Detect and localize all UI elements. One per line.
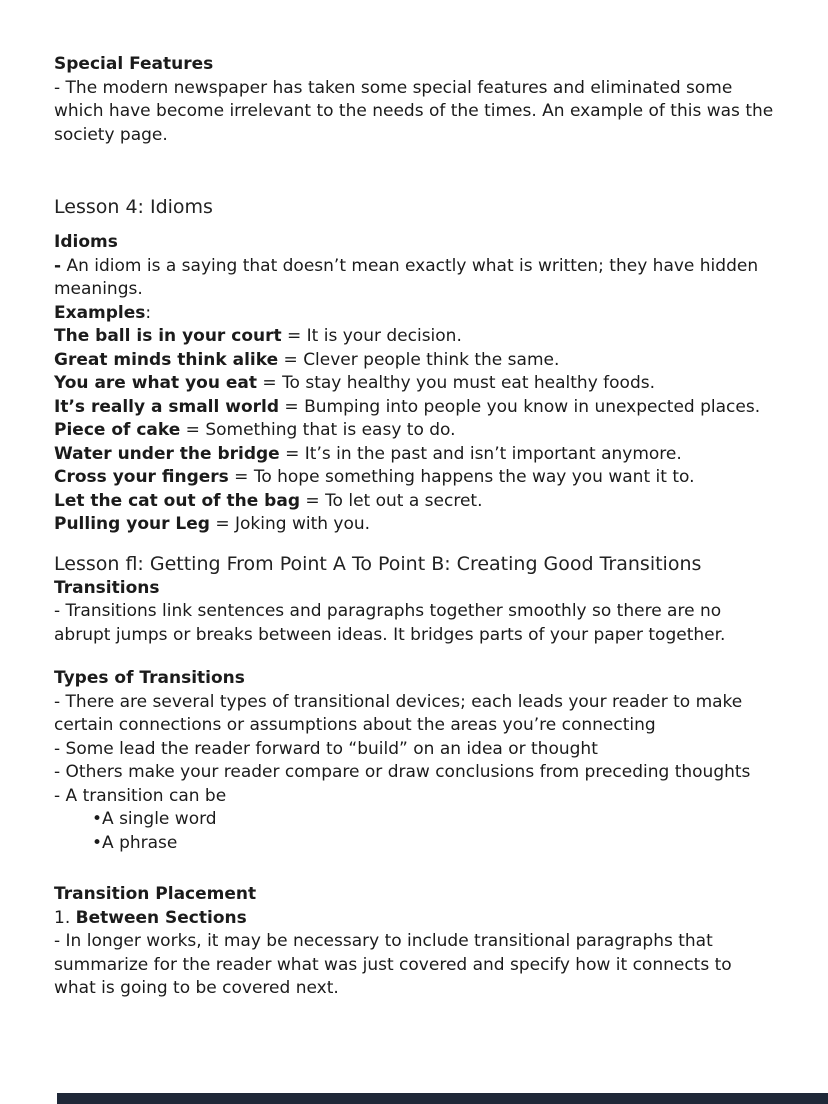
idioms-intro-dash: -: [54, 255, 62, 276]
idiom-meaning: Bumping into people you know in unexpected places.: [304, 396, 761, 417]
section-transitions: [54, 577, 778, 648]
section-types-of-transitions: [54, 667, 778, 855]
idiom-phrase: You are what you eat: [54, 373, 257, 393]
idiom-equals: =: [279, 443, 305, 464]
lesson5-title: Lesson fl: Getting From Point A To Point B: Creating Good Transitions: [54, 552, 702, 575]
idiom-meaning: It’s in the past and isn’t important anymore.: [304, 443, 682, 464]
examples-label-line: [54, 302, 778, 326]
transition-bullet: - Others make your reader compare or draw conclusions from preceding thoughts: [54, 762, 751, 782]
idiom-item: [54, 372, 778, 396]
sub-bullet-text: A single word: [102, 809, 217, 829]
idiom-equals: =: [278, 349, 304, 370]
transitions-heading: Transitions: [54, 577, 160, 598]
idioms-intro-text: An idiom is a saying that doesn’t mean exactly what is written; they have hidden meanings.: [54, 255, 759, 299]
placement-item-label: Between Sections: [75, 907, 247, 928]
idiom-equals: =: [209, 514, 235, 534]
idiom-phrase: Pulling your Leg: [54, 514, 210, 534]
idiom-equals: =: [180, 420, 206, 440]
idiom-item: [54, 349, 778, 373]
idiom-equals: =: [228, 467, 254, 487]
idioms-heading: Idioms: [54, 232, 118, 252]
idiom-meaning: To stay healthy you must eat healthy foods.: [282, 373, 656, 393]
idiom-phrase: Piece of cake: [54, 420, 181, 440]
transition-bullet: - Some lead the reader forward to “build” on an idea or thought: [54, 738, 598, 759]
idiom-item: [54, 325, 778, 349]
idiom-phrase: Water under the bridge: [54, 443, 280, 464]
idiom-equals: =: [257, 373, 283, 393]
idiom-equals: =: [281, 326, 307, 346]
examples-colon: :: [145, 302, 152, 323]
idiom-item: [54, 466, 778, 490]
section-special-features: [54, 53, 778, 147]
sub-bullet-text: A phrase: [102, 832, 178, 853]
bullet-marker: •: [92, 832, 103, 853]
idiom-phrase: Great minds think alike: [54, 349, 279, 370]
idiom-equals: =: [279, 396, 305, 417]
idiom-meaning: Joking with you.: [235, 514, 371, 534]
placement-item-line: [54, 907, 778, 931]
idiom-meaning: It is your decision.: [306, 326, 462, 346]
idiom-meaning: Something that is easy to do.: [205, 420, 456, 440]
idiom-equals: =: [300, 490, 326, 511]
next-page-edge-bar: [57, 1093, 828, 1104]
transition-bullet: - There are several types of transitional devices; each leads your reader to make certain connections or assumptions about the areas you’re connecting: [54, 691, 743, 735]
idiom-meaning: Clever people think the same.: [303, 349, 560, 370]
sub-bullet-item: [54, 832, 778, 856]
transition-bullet: - A transition can be: [54, 785, 227, 806]
special-features-heading: Special Features: [54, 54, 214, 74]
transitions-body: - Transitions link sentences and paragraphs together smoothly so there are no abrupt jumps or breaks between ideas. It bridges parts of your paper together.: [54, 601, 726, 645]
idiom-phrase: Cross your fingers: [54, 467, 229, 487]
transition-placement-body: - In longer works, it may be necessary to include transitional paragraphs that summarize for the reader what was just covered and specify how it connects to what is going to be covered next.: [54, 931, 732, 998]
idiom-phrase: It’s really a small world: [54, 396, 280, 417]
idiom-meaning: To let out a secret.: [325, 490, 483, 511]
idiom-phrase: The ball is in your court: [54, 326, 282, 346]
bullet-marker: •: [92, 809, 103, 829]
idiom-item: [54, 396, 778, 420]
placement-item-number: 1.: [54, 907, 76, 928]
idioms-intro: [54, 255, 778, 302]
idiom-item: [54, 419, 778, 443]
idiom-phrase: Let the cat out of the bag: [54, 490, 300, 511]
idiom-item: [54, 490, 778, 514]
section-transition-placement: [54, 883, 778, 1001]
transition-placement-heading: Transition Placement: [54, 884, 257, 904]
sub-bullet-item: [54, 808, 778, 832]
section-idioms: [54, 231, 778, 537]
idiom-meaning: To hope something happens the way you want it to.: [253, 467, 695, 487]
document-content: [54, 53, 778, 1001]
special-features-body: - The modern newspaper has taken some special features and eliminated some which have become irrelevant to the needs of the times. An example of this was the society page.: [54, 77, 774, 145]
lesson4-title: Lesson 4: Idioms: [54, 196, 213, 218]
examples-label: Examples: [54, 302, 146, 323]
idiom-item: [54, 443, 778, 467]
idiom-item: [54, 513, 778, 537]
types-of-transitions-heading: Types of Transitions: [54, 668, 245, 688]
